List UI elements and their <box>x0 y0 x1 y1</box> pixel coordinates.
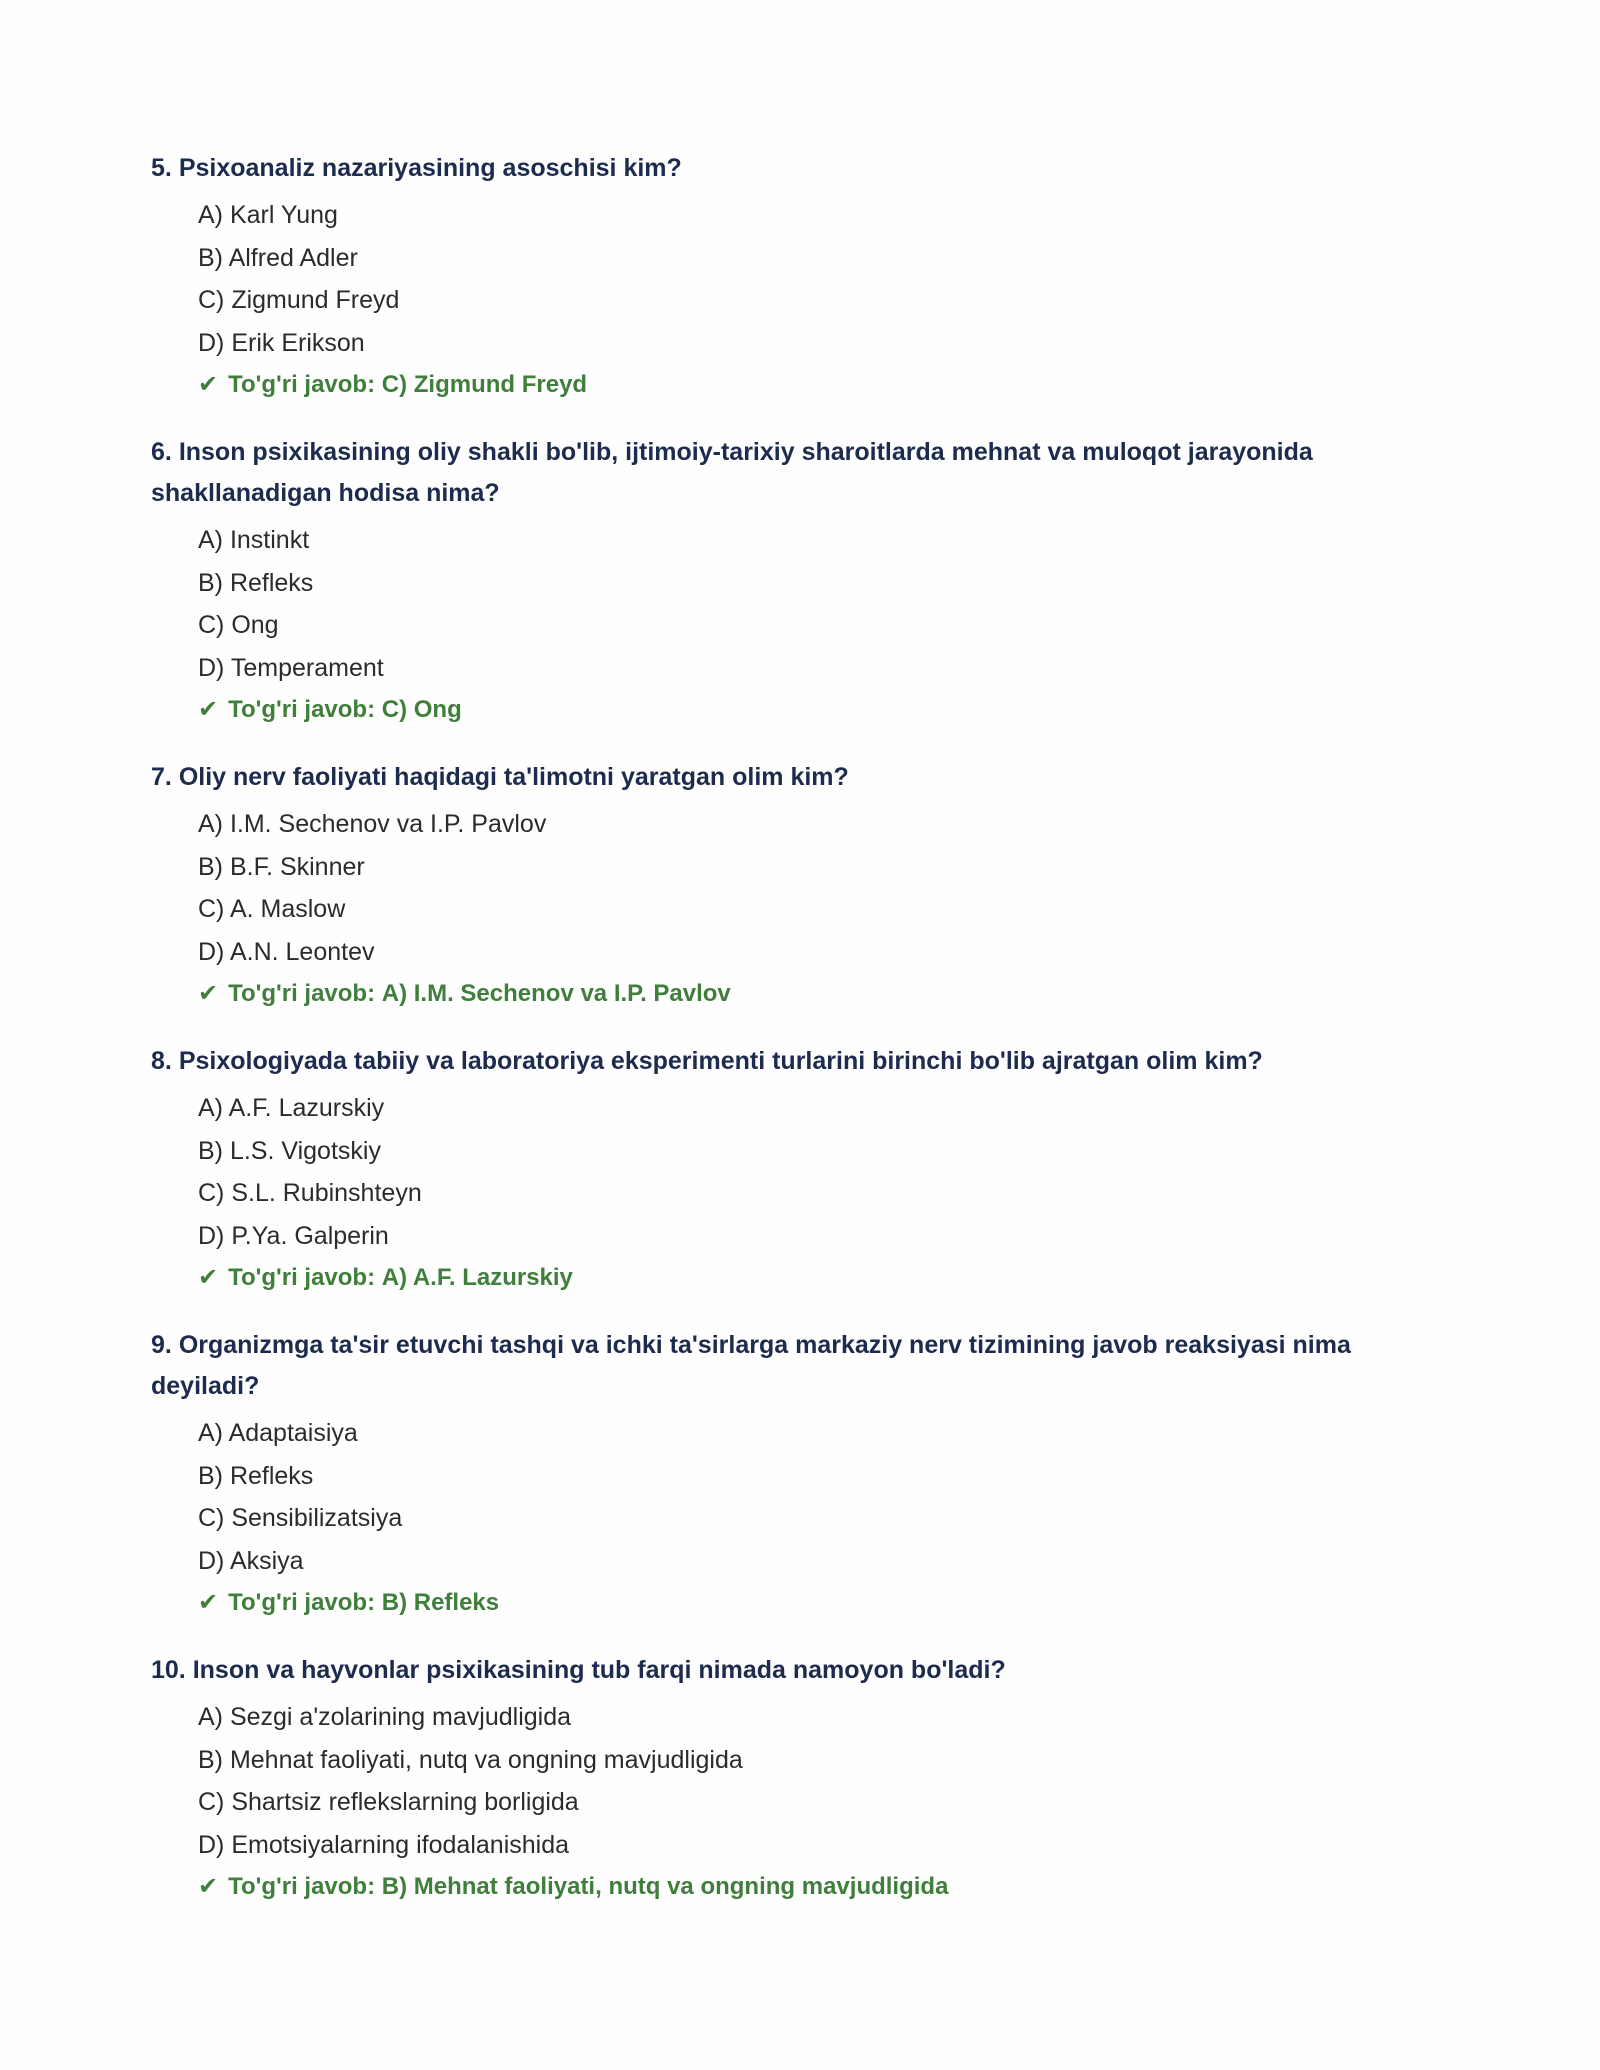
option-c: C) A. Maslow <box>198 895 346 923</box>
question-text: Oliy nerv faoliyati haqidagi ta'limotni yaratgan olim kim? <box>178 763 849 791</box>
option-d: D) Aksiya <box>198 1546 304 1575</box>
option-b: B) Mehnat faoliyati, nutq va ongning mavjudligida <box>198 1745 743 1774</box>
answer-prefix: To'g'ri javob: <box>228 1264 376 1291</box>
option-b: B) Refleks <box>198 1461 314 1490</box>
check-icon: ✔ <box>198 371 219 398</box>
option-a: A) A.F. Lazurskiy <box>198 1094 385 1122</box>
option-c: C) Sensibilizatsiya <box>198 1504 403 1532</box>
option-b: B) Alfred Adler <box>198 243 358 272</box>
question-heading <box>151 1650 1401 1691</box>
answer-prefix: To'g'ri javob: <box>228 371 376 398</box>
question-heading <box>151 757 1401 798</box>
answer-value: B) Refleks <box>381 1589 500 1616</box>
question-text: Inson psixikasining oliy shakli bo'lib, ijtimoiy-tarixiy sharoitlarda mehnat va muloqot jarayonida shakllanadigan hodisa nima? <box>151 438 1313 507</box>
option-b: B) L.S. Vigotskiy <box>198 1136 381 1165</box>
answer-value: A) I.M. Sechenov va I.P. Pavlov <box>381 980 731 1007</box>
correct-answer <box>151 1257 1401 1299</box>
question-6 <box>151 432 1401 731</box>
check-icon: ✔ <box>198 1589 219 1616</box>
question-10 <box>151 1650 1401 1908</box>
question-heading <box>151 1325 1401 1407</box>
question-text: Psixologiyada tabiiy va laboratoriya eksperimenti turlarini birinchi bo'lib ajratgan olim kim? <box>178 1047 1263 1075</box>
correct-answer <box>151 1582 1401 1624</box>
question-text: Organizmga ta'sir etuvchi tashqi va ichki ta'sirlarga markaziy nerv tizimining javob reaksiyasi nima deyiladi? <box>151 1331 1351 1400</box>
option-c: C) Ong <box>198 611 279 639</box>
option-a: A) Instinkt <box>198 526 310 554</box>
check-icon: ✔ <box>198 696 219 723</box>
option-d: D) Temperament <box>198 653 384 682</box>
question-5 <box>151 148 1401 406</box>
question-number: 9. <box>151 1331 172 1359</box>
question-heading <box>151 148 1401 189</box>
option-c: C) Zigmund Freyd <box>198 286 400 314</box>
option-a: A) Karl Yung <box>198 201 338 229</box>
option-d: D) Emotsiyalarning ifodalanishida <box>198 1830 570 1859</box>
question-number: 10. <box>151 1656 186 1684</box>
option-c: C) Shartsiz reflekslarning borligida <box>198 1788 579 1816</box>
question-heading <box>151 432 1401 514</box>
option-c: C) S.L. Rubinshteyn <box>198 1179 422 1207</box>
option-list <box>151 519 1401 689</box>
option-list <box>151 803 1401 973</box>
question-number: 8. <box>151 1047 172 1075</box>
option-d: D) A.N. Leontev <box>198 937 375 966</box>
question-number: 5. <box>151 154 172 182</box>
option-d: D) Erik Erikson <box>198 328 365 357</box>
answer-prefix: To'g'ri javob: <box>228 1873 376 1900</box>
option-b: B) B.F. Skinner <box>198 852 365 881</box>
answer-prefix: To'g'ri javob: <box>228 980 376 1007</box>
check-icon: ✔ <box>198 1873 219 1900</box>
correct-answer <box>151 689 1401 731</box>
question-text: Inson va hayvonlar psixikasining tub farqi nimada namoyon bo'ladi? <box>192 1656 1006 1684</box>
option-a: A) Sezgi a'zolarining mavjudligida <box>198 1703 572 1731</box>
question-number: 7. <box>151 763 172 791</box>
answer-prefix: To'g'ri javob: <box>228 1589 376 1616</box>
question-8 <box>151 1041 1401 1299</box>
answer-value: C) Zigmund Freyd <box>381 371 588 398</box>
option-list <box>151 1412 1401 1582</box>
check-icon: ✔ <box>198 980 219 1007</box>
question-number: 6. <box>151 438 172 466</box>
option-list <box>151 194 1401 364</box>
option-b: B) Refleks <box>198 568 314 597</box>
question-text: Psixoanaliz nazariyasining asoschisi kim? <box>178 154 682 182</box>
question-heading <box>151 1041 1401 1082</box>
answer-value: A) A.F. Lazurskiy <box>381 1264 573 1291</box>
option-a: A) I.M. Sechenov va I.P. Pavlov <box>198 810 547 838</box>
check-icon: ✔ <box>198 1264 219 1291</box>
question-list <box>151 148 1401 1934</box>
question-7 <box>151 757 1401 1015</box>
correct-answer <box>151 973 1401 1015</box>
option-list <box>151 1696 1401 1866</box>
option-d: D) P.Ya. Galperin <box>198 1221 389 1250</box>
answer-prefix: To'g'ri javob: <box>228 696 376 723</box>
answer-value: B) Mehnat faoliyati, nutq va ongning mavjudligida <box>381 1873 949 1900</box>
answer-value: C) Ong <box>381 696 462 723</box>
correct-answer <box>151 1866 1401 1908</box>
correct-answer <box>151 364 1401 406</box>
question-9 <box>151 1325 1401 1624</box>
option-a: A) Adaptaisiya <box>198 1419 358 1447</box>
option-list <box>151 1087 1401 1257</box>
